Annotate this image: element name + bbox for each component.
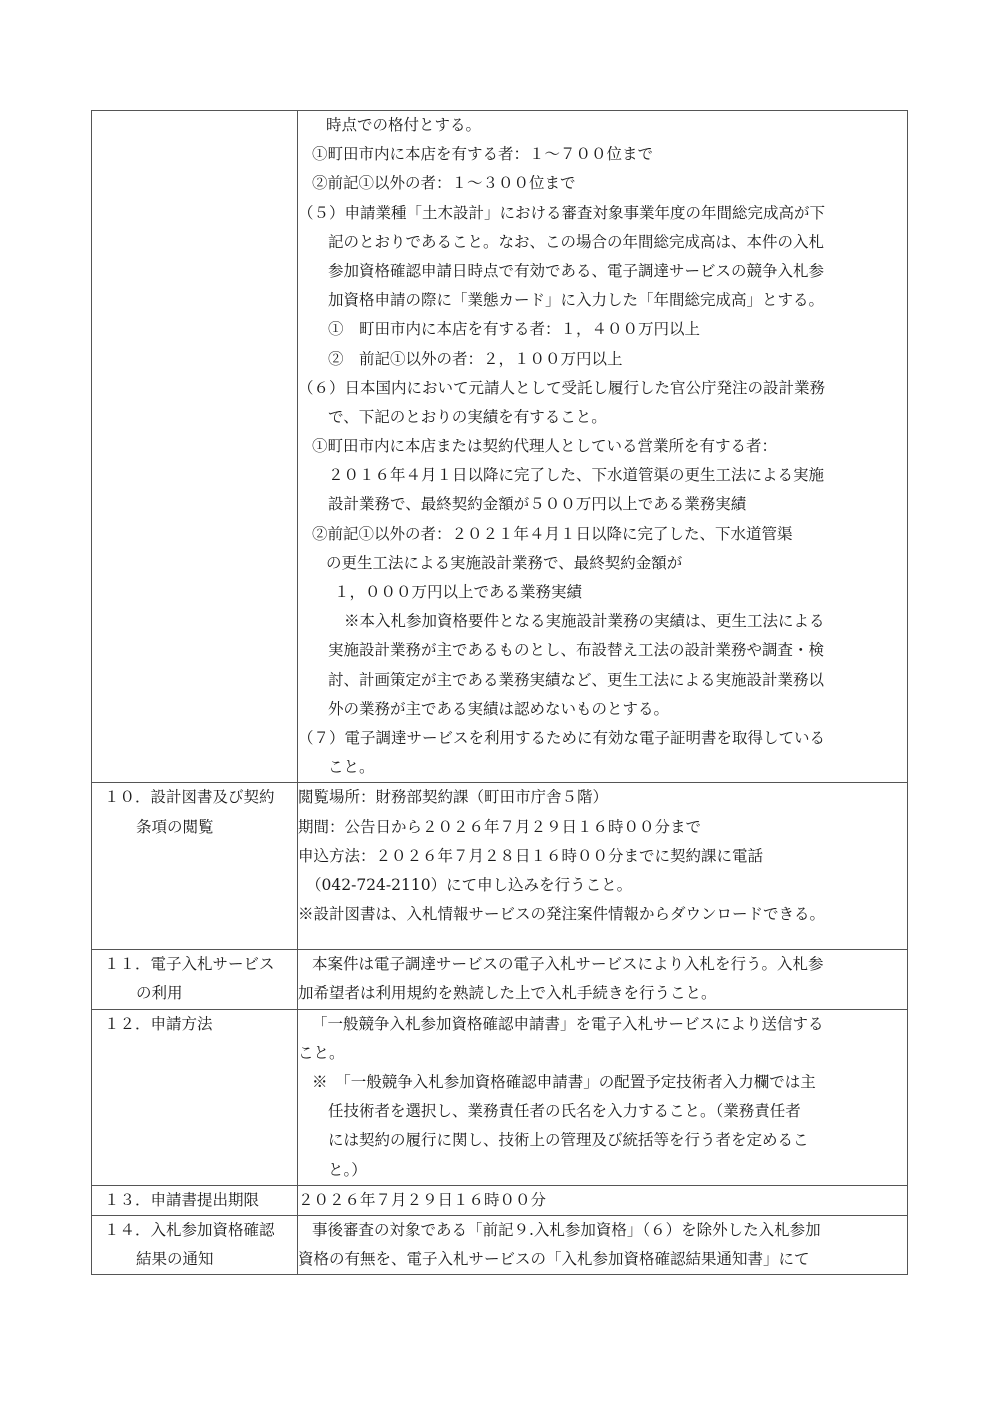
row-label-cell xyxy=(92,783,298,950)
text-line: 外の業務が主である実績は認めないものとする。 xyxy=(328,699,670,718)
text-line: 参加資格確認申請日時点で有効である、電子調達サービスの競争入札参 xyxy=(328,261,825,280)
text-line: ２０１６年４月１日以降に完了した、下水道管渠の更生工法による実施 xyxy=(328,466,825,485)
row-content-cell xyxy=(298,111,908,783)
text-line: 討、計画策定が主である業務実績など、更生工法による実施設計業務以 xyxy=(328,670,825,689)
text-line: 設計業務で、最終契約金額が５００万円以上である業務実績 xyxy=(328,495,747,514)
text-line: の更生工法による実施設計業務で、最終契約金額が xyxy=(326,553,683,572)
row-label: １２．申請方法 xyxy=(104,1014,213,1033)
text-line: 事後審査の対象である「前記９.入札参加資格」（６）を除外した入札参加 xyxy=(312,1220,821,1239)
row-content-cell xyxy=(298,1215,908,1274)
text-line: ※ 「一般競争入札参加資格確認申請書」の配置予定技術者入力欄では主 xyxy=(312,1073,816,1091)
text-line: ②前記①以外の者：１～３００位まで xyxy=(312,174,576,193)
table-row xyxy=(92,783,908,950)
row-label: の利用 xyxy=(136,984,183,1003)
text-line: 加資格申請の際に「業態カード」に入力した「年間総完成高」とする。 xyxy=(328,291,825,310)
text-line: こと。 xyxy=(298,1043,345,1062)
table-row xyxy=(92,111,908,783)
row-label: 結果の通知 xyxy=(136,1250,214,1269)
row-label: 条項の閲覧 xyxy=(136,817,214,836)
row-content-cell xyxy=(298,950,908,1009)
row-label: １３．申請書提出期限 xyxy=(104,1190,260,1209)
row-label: １４．入札参加資格確認 xyxy=(104,1220,275,1239)
text-line: （７）電子調達サービスを利用するために有効な電子証明書を取得している xyxy=(298,728,826,747)
text-line: 資格の有無を、電子入札サービスの「入札参加資格確認結果通知書」にて xyxy=(298,1250,810,1269)
text-line: （042-724-2110）にて申し込みを行うこと。 xyxy=(306,875,633,894)
text-line: 申込方法：２０２６年７月２８日１６時００分までに契約課に電話 xyxy=(298,846,764,865)
text-line: 加希望者は利用規約を熟読した上で入札手続きを行うこと。 xyxy=(298,984,717,1003)
text-line: 実施設計業務が主であるものとし、布設替え工法の設計業務や調査・検 xyxy=(328,641,825,660)
text-line: ２０２６年７月２９日１６時００分 xyxy=(298,1190,547,1209)
row-label-cell xyxy=(92,950,298,1009)
text-line: と。） xyxy=(328,1160,367,1179)
row-label: １１．電子入札サービス xyxy=(104,955,275,974)
row-content-cell xyxy=(298,1185,908,1215)
text-line: １，０００万円以上である業務実績 xyxy=(334,583,583,601)
text-line: ①町田市内に本店を有する者：１～７００位まで xyxy=(312,145,654,164)
row-label-cell xyxy=(92,1009,298,1185)
text-line: には契約の履行に関し、技術上の管理及び統括等を行う者を定めるこ xyxy=(328,1131,809,1150)
table-row xyxy=(92,1215,908,1274)
text-line: ※設計図書は、入札情報サービスの発注案件情報からダウンロードできる。 xyxy=(298,905,826,924)
row-label: １０．設計図書及び契約 xyxy=(104,788,275,807)
table-row xyxy=(92,1009,908,1185)
text-line: ②前記①以外の者：２０２１年４月１日以降に完了した、下水道管渠 xyxy=(312,524,793,543)
text-line: ② 前記①以外の者：２，１００万円以上 xyxy=(328,349,623,368)
text-line: 時点での格付とする。 xyxy=(326,116,482,134)
text-line: ① 町田市内に本店を有する者：１，４００万円以上 xyxy=(328,320,701,339)
row-content-cell xyxy=(298,783,908,950)
table-row xyxy=(92,950,908,1009)
text-line: 記のとおりであること。なお、この場合の年間総完成高は、本件の入札 xyxy=(328,232,825,251)
document-table xyxy=(91,110,908,1275)
text-line: こと。 xyxy=(328,758,375,777)
text-line: （６）日本国内において元請人として受託し履行した官公庁発注の設計業務 xyxy=(298,378,826,397)
text-line: ①町田市内に本店または契約代理人としている営業所を有する者： xyxy=(312,437,778,456)
row-content-cell xyxy=(298,1009,908,1185)
text-line: 閲覧場所：財務部契約課（町田市庁舎５階） xyxy=(298,788,609,807)
text-line: 「一般競争入札参加資格確認申請書」を電子入札サービスにより送信する xyxy=(312,1014,824,1033)
text-line: 本案件は電子調達サービスの電子入札サービスにより入札を行う。入札参 xyxy=(312,955,824,974)
table-row xyxy=(92,1185,908,1215)
text-line: （５）申請業種「土木設計」における審査対象事業年度の年間総完成高が下 xyxy=(298,203,826,222)
row-label-cell xyxy=(92,1185,298,1215)
text-line: 任技術者を選択し、業務責任者の氏名を入力すること。（業務責任者 xyxy=(328,1102,801,1121)
text-line: 期間：公告日から２０２６年７月２９日１６時００分まで xyxy=(298,817,702,836)
text-line: ※本入札参加資格要件となる実施設計業務の実績は、更生工法による xyxy=(344,612,825,631)
text-line: で、下記のとおりの実績を有すること。 xyxy=(328,407,607,426)
row-label-cell xyxy=(92,111,298,783)
row-label-cell xyxy=(92,1215,298,1274)
